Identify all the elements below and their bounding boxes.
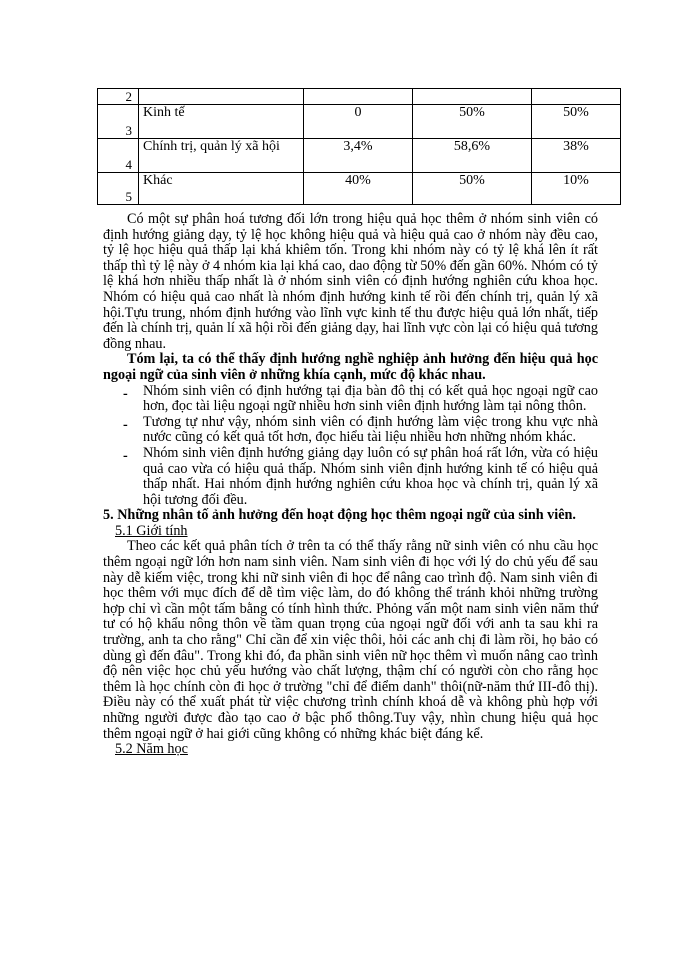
- cell-value: 40%: [304, 173, 413, 205]
- body-text: [103, 212, 598, 758]
- list-item-text: Nhóm sinh viên có định hướng tại địa bàn đô thị có kết quả học ngoại ngữ cao hơn, đọc tài liệu ngoại ngữ nhiều hơn sinh viên định hướng làm tại nông thôn.: [143, 382, 598, 415]
- table-row: [98, 105, 621, 139]
- bullet-marker: -: [123, 447, 128, 464]
- bullet-marker: -: [123, 416, 128, 433]
- cell-value: [413, 89, 532, 105]
- table-row: [98, 173, 621, 205]
- section-heading: 5. Những nhân tố ảnh hưởng đến hoạt động học thêm ngoại ngữ của sinh viên.: [103, 507, 576, 524]
- row-number: 3: [98, 105, 139, 139]
- cell-value: 50%: [413, 105, 532, 139]
- summary-paragraph: Tóm lại, ta có thể thấy định hướng nghề nghiệp ảnh hưởng đến hiệu quả học ngoại ngữ của sinh viên ở những khía cạnh, mức độ khác nhau.: [103, 351, 598, 383]
- table-row: [98, 89, 621, 105]
- cell-value: 50%: [532, 105, 621, 139]
- subsection-title: 5.2 Năm học: [115, 741, 188, 758]
- cell-value: [532, 89, 621, 105]
- paragraph: Có một sự phân hoá tương đối lớn trong hiệu quả học thêm ở nhóm sinh viên có định hướng giảng dạy, tỷ lệ học không hiệu quả và hiệu quả cao ở nhóm này đều cao, tỷ lệ học hiệu quả thấp lại khá khiêm tốn. Trong khi nhóm này có tỷ lệ khá lên ít rất thấp thì tỷ lệ này ở 4 nhóm kia lại khá cao, dao động từ 50% đến gần 60%. Nhóm có tỷ lệ khá hơn nhiều thấp nhất là ở nhóm sinh viên có định hướng nghiên cứu khoa học. Nhóm có hiệu quả cao nhất là nhóm định hướng kinh tế rồi đến chính trị, quản lý xã hội.Tựu trung, nhóm định hướng vào lĩnh vực kinh tế thu được hiệu quả lớn nhất, tiếp đến là chính trị, quản lí xã hội rồi đến giảng dạy, hai lĩnh vực còn lại có hiệu quả tương đồng nhau.: [103, 211, 598, 352]
- row-number: 2: [98, 89, 139, 105]
- list-item-text: Nhóm sinh viên định hướng giảng dạy luôn có sự phân hoá rất lớn, vừa có hiệu quả cao vừa có hiệu quả thấp. Nhóm sinh viên định hướng kinh tế có hiệu quả thấp nhất. Hai nhóm định hướng nghiên cứu khoa học và chính trị, quản lý xã hội tương đối đều.: [143, 444, 598, 508]
- bullet-list: [103, 384, 598, 509]
- paragraph: Theo các kết quả phân tích ở trên ta có thể thấy rằng nữ sinh viên có nhu cầu học thêm ngoại ngữ lớn hơn nam sinh viên. Nam sinh viên đi học với lý do chủ yếu để sau này dễ kiếm việc, trong khi nữ sinh viên đi học để nâng cao trình độ. Nam sinh viên đi học thêm với mục đích để dễ tìm việc làm, do đó không thể tránh khỏi những trường hợp chỉ vì cần một tấm bằng có tính hình thức. Phỏng vấn một nam sinh viên năm thứ tư có hộ khẩu nông thôn về tầm quan trọng của ngoại ngữ đối với anh ta sau khi ra trường, anh ta cho rằng" Chỉ cần để xin việc thôi, hỏi các anh chị đi làm rồi, họ bảo có dùng gì đến đâu". Trong khi đó, đa phần sinh viên nữ học thêm vì muốn nâng cao trình độ nên việc học chủ yếu hướng vào chất lượng, thậm chí có người còn cho rằng học thêm là học chính còn đi học ở trường "chỉ để điểm danh" thôi(nữ-năm thứ III-đô thị). Điều này có thể xuất phát từ việc chương trình chính khoá dễ và không phù hợp với những người được đào tạo cao ở bậc phổ thông.Tuy vậy, nhìn chung hiệu quả học thêm ngoại ngữ ở hai giới cũng không có những khác biệt đáng kể.: [103, 538, 598, 742]
- subsection-heading: [115, 742, 598, 758]
- cell-value: 58,6%: [413, 139, 532, 173]
- cell-value: 10%: [532, 173, 621, 205]
- row-label: Kinh tế: [139, 105, 304, 139]
- list-item-text: Tương tự như vậy, nhóm sinh viên có định hướng làm việc trong khu vực nhà nước cũng có kết quả tốt hơn, đọc hiểu tài liệu nhiều hơn những nhóm khác.: [143, 413, 598, 446]
- cell-value: 50%: [413, 173, 532, 205]
- row-number: 4: [98, 139, 139, 173]
- cell-value: 3,4%: [304, 139, 413, 173]
- subsection-title: 5.1 Giới tính: [115, 522, 188, 539]
- subsection-heading: [115, 524, 598, 540]
- row-label: Chính trị, quản lý xã hội: [139, 139, 304, 173]
- row-label: Khác: [139, 173, 304, 205]
- cell-value: [304, 89, 413, 105]
- cell-value: 38%: [532, 139, 621, 173]
- results-table: [97, 88, 621, 205]
- row-label: [139, 89, 304, 105]
- list-item: [103, 384, 598, 415]
- cell-value: 0: [304, 105, 413, 139]
- list-item: [103, 446, 598, 508]
- list-item: [103, 415, 598, 446]
- row-number: 5: [98, 173, 139, 205]
- table-row: [98, 139, 621, 173]
- bullet-marker: -: [123, 385, 128, 402]
